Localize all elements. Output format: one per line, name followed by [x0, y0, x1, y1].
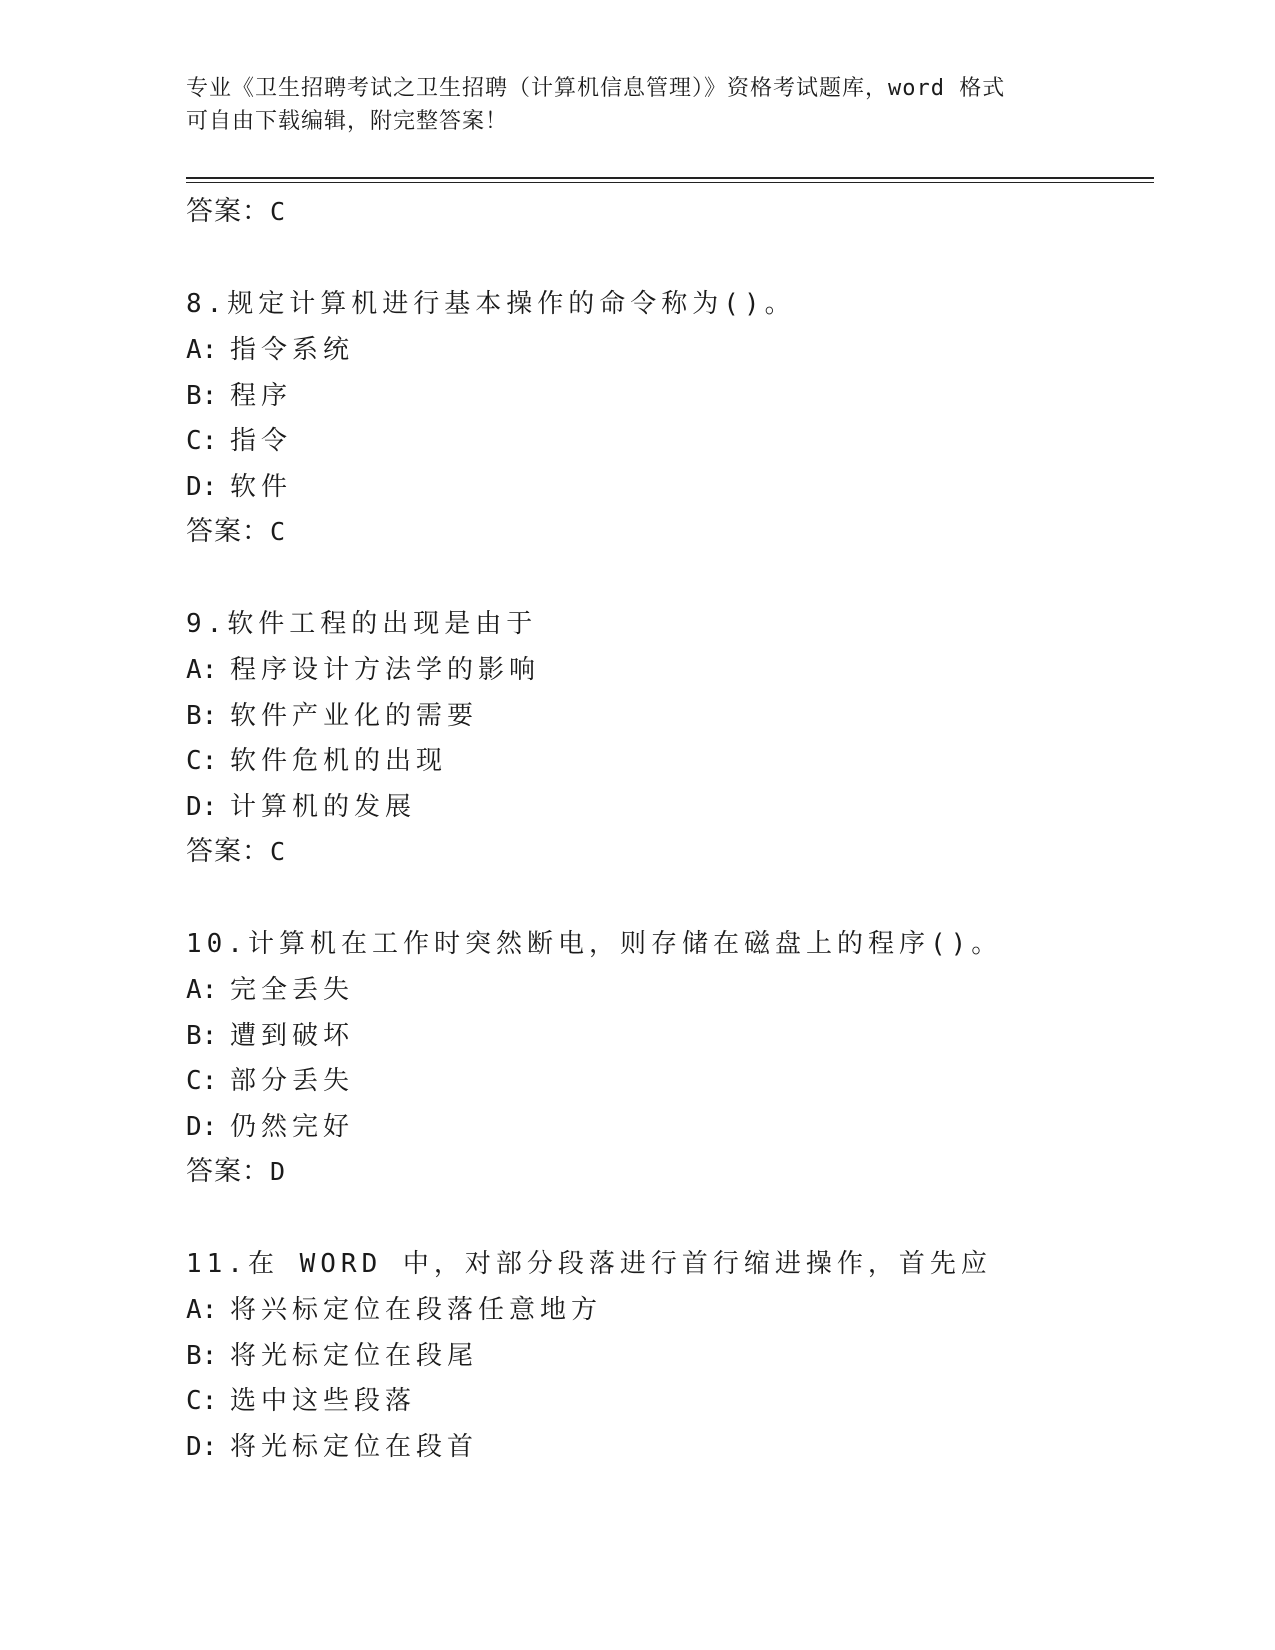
- option-text: 程序设计方法学的影响: [230, 655, 541, 685]
- option-a: [186, 328, 1146, 374]
- option-letter: D:: [186, 791, 218, 822]
- option-letter: A:: [186, 975, 218, 1005]
- option-letter: B:: [186, 380, 218, 411]
- option-letter: B:: [186, 700, 218, 731]
- option-letter: A:: [186, 655, 218, 685]
- question-stem: 8.规定计算机进行基本操作的命令称为()。: [186, 289, 796, 319]
- option-c: [186, 1379, 1146, 1425]
- option-c: [186, 1059, 1146, 1105]
- option-c: [186, 419, 1146, 465]
- option-text: 部分丢失: [230, 1066, 355, 1096]
- option-a: [186, 648, 1146, 694]
- option-text: 软件: [230, 471, 293, 502]
- option-b: [186, 1014, 1146, 1060]
- option-text: 指令: [230, 426, 293, 456]
- option-letter: C:: [186, 746, 218, 776]
- option-a: [186, 968, 1146, 1014]
- option-b: [186, 1334, 1146, 1380]
- answer-label: 答案：: [186, 516, 270, 547]
- option-text: 程序: [230, 380, 293, 411]
- question-stem: 9.软件工程的出现是由于: [186, 609, 538, 639]
- answer-line: [186, 830, 1146, 874]
- header-line-2: 可自由下载编辑，附完整答案！: [186, 109, 509, 134]
- option-text: 完全丢失: [230, 975, 355, 1005]
- option-text: 选中这些段落: [230, 1386, 417, 1416]
- question-stem: 11.在 WORD 中，对部分段落进行首行缩进操作，首先应: [186, 1249, 992, 1279]
- option-text: 计算机的发展: [230, 791, 417, 822]
- option-letter: B:: [186, 1020, 218, 1051]
- option-text: 仍然完好: [230, 1111, 355, 1142]
- question-stem: 10.计算机在工作时突然断电，则存储在磁盘上的程序()。: [186, 929, 1003, 959]
- option-letter: B:: [186, 1340, 218, 1371]
- option-letter: A:: [186, 1295, 218, 1325]
- option-d: [186, 465, 1146, 511]
- answer-label: 答案：: [186, 1156, 270, 1187]
- option-letter: C:: [186, 1066, 218, 1096]
- question-list: [186, 190, 1146, 1470]
- option-text: 将光标定位在段尾: [230, 1340, 479, 1371]
- answer-key: C: [270, 197, 287, 226]
- option-letter: D:: [186, 1111, 218, 1142]
- answer-label: 答案：: [186, 196, 270, 227]
- header-divider-thin: [186, 182, 1154, 183]
- answer-key: C: [270, 517, 287, 546]
- option-text: 将光标定位在段首: [230, 1431, 479, 1462]
- spacer: [186, 234, 1146, 282]
- spacer: [186, 874, 1146, 922]
- option-text: 指令系统: [230, 335, 355, 365]
- option-a: [186, 1288, 1146, 1334]
- option-letter: A:: [186, 335, 218, 365]
- header-line-1: 专业《卫生招聘考试之卫生招聘（计算机信息管理）》资格考试题库，word 格式: [186, 76, 1006, 101]
- answer-line: [186, 510, 1146, 554]
- option-b: [186, 694, 1146, 740]
- option-d: [186, 1425, 1146, 1471]
- option-b: [186, 374, 1146, 420]
- answer-line: [186, 1150, 1146, 1194]
- answer-key: C: [270, 837, 287, 866]
- option-text: 软件危机的出现: [230, 746, 448, 776]
- option-text: 软件产业化的需要: [230, 700, 479, 731]
- header-divider-thick: [186, 177, 1154, 179]
- answer-line: [186, 190, 1146, 234]
- option-letter: D:: [186, 1431, 218, 1462]
- spacer: [186, 1194, 1146, 1242]
- answer-label: 答案：: [186, 836, 270, 867]
- option-letter: C:: [186, 426, 218, 456]
- spacer: [186, 554, 1146, 602]
- document-header: [186, 72, 1066, 138]
- option-text: 遭到破坏: [230, 1020, 355, 1051]
- option-d: [186, 1105, 1146, 1151]
- option-c: [186, 739, 1146, 785]
- option-letter: C:: [186, 1386, 218, 1416]
- answer-key: D: [270, 1157, 287, 1186]
- option-d: [186, 785, 1146, 831]
- option-letter: D:: [186, 471, 218, 502]
- option-text: 将兴标定位在段落任意地方: [230, 1295, 603, 1325]
